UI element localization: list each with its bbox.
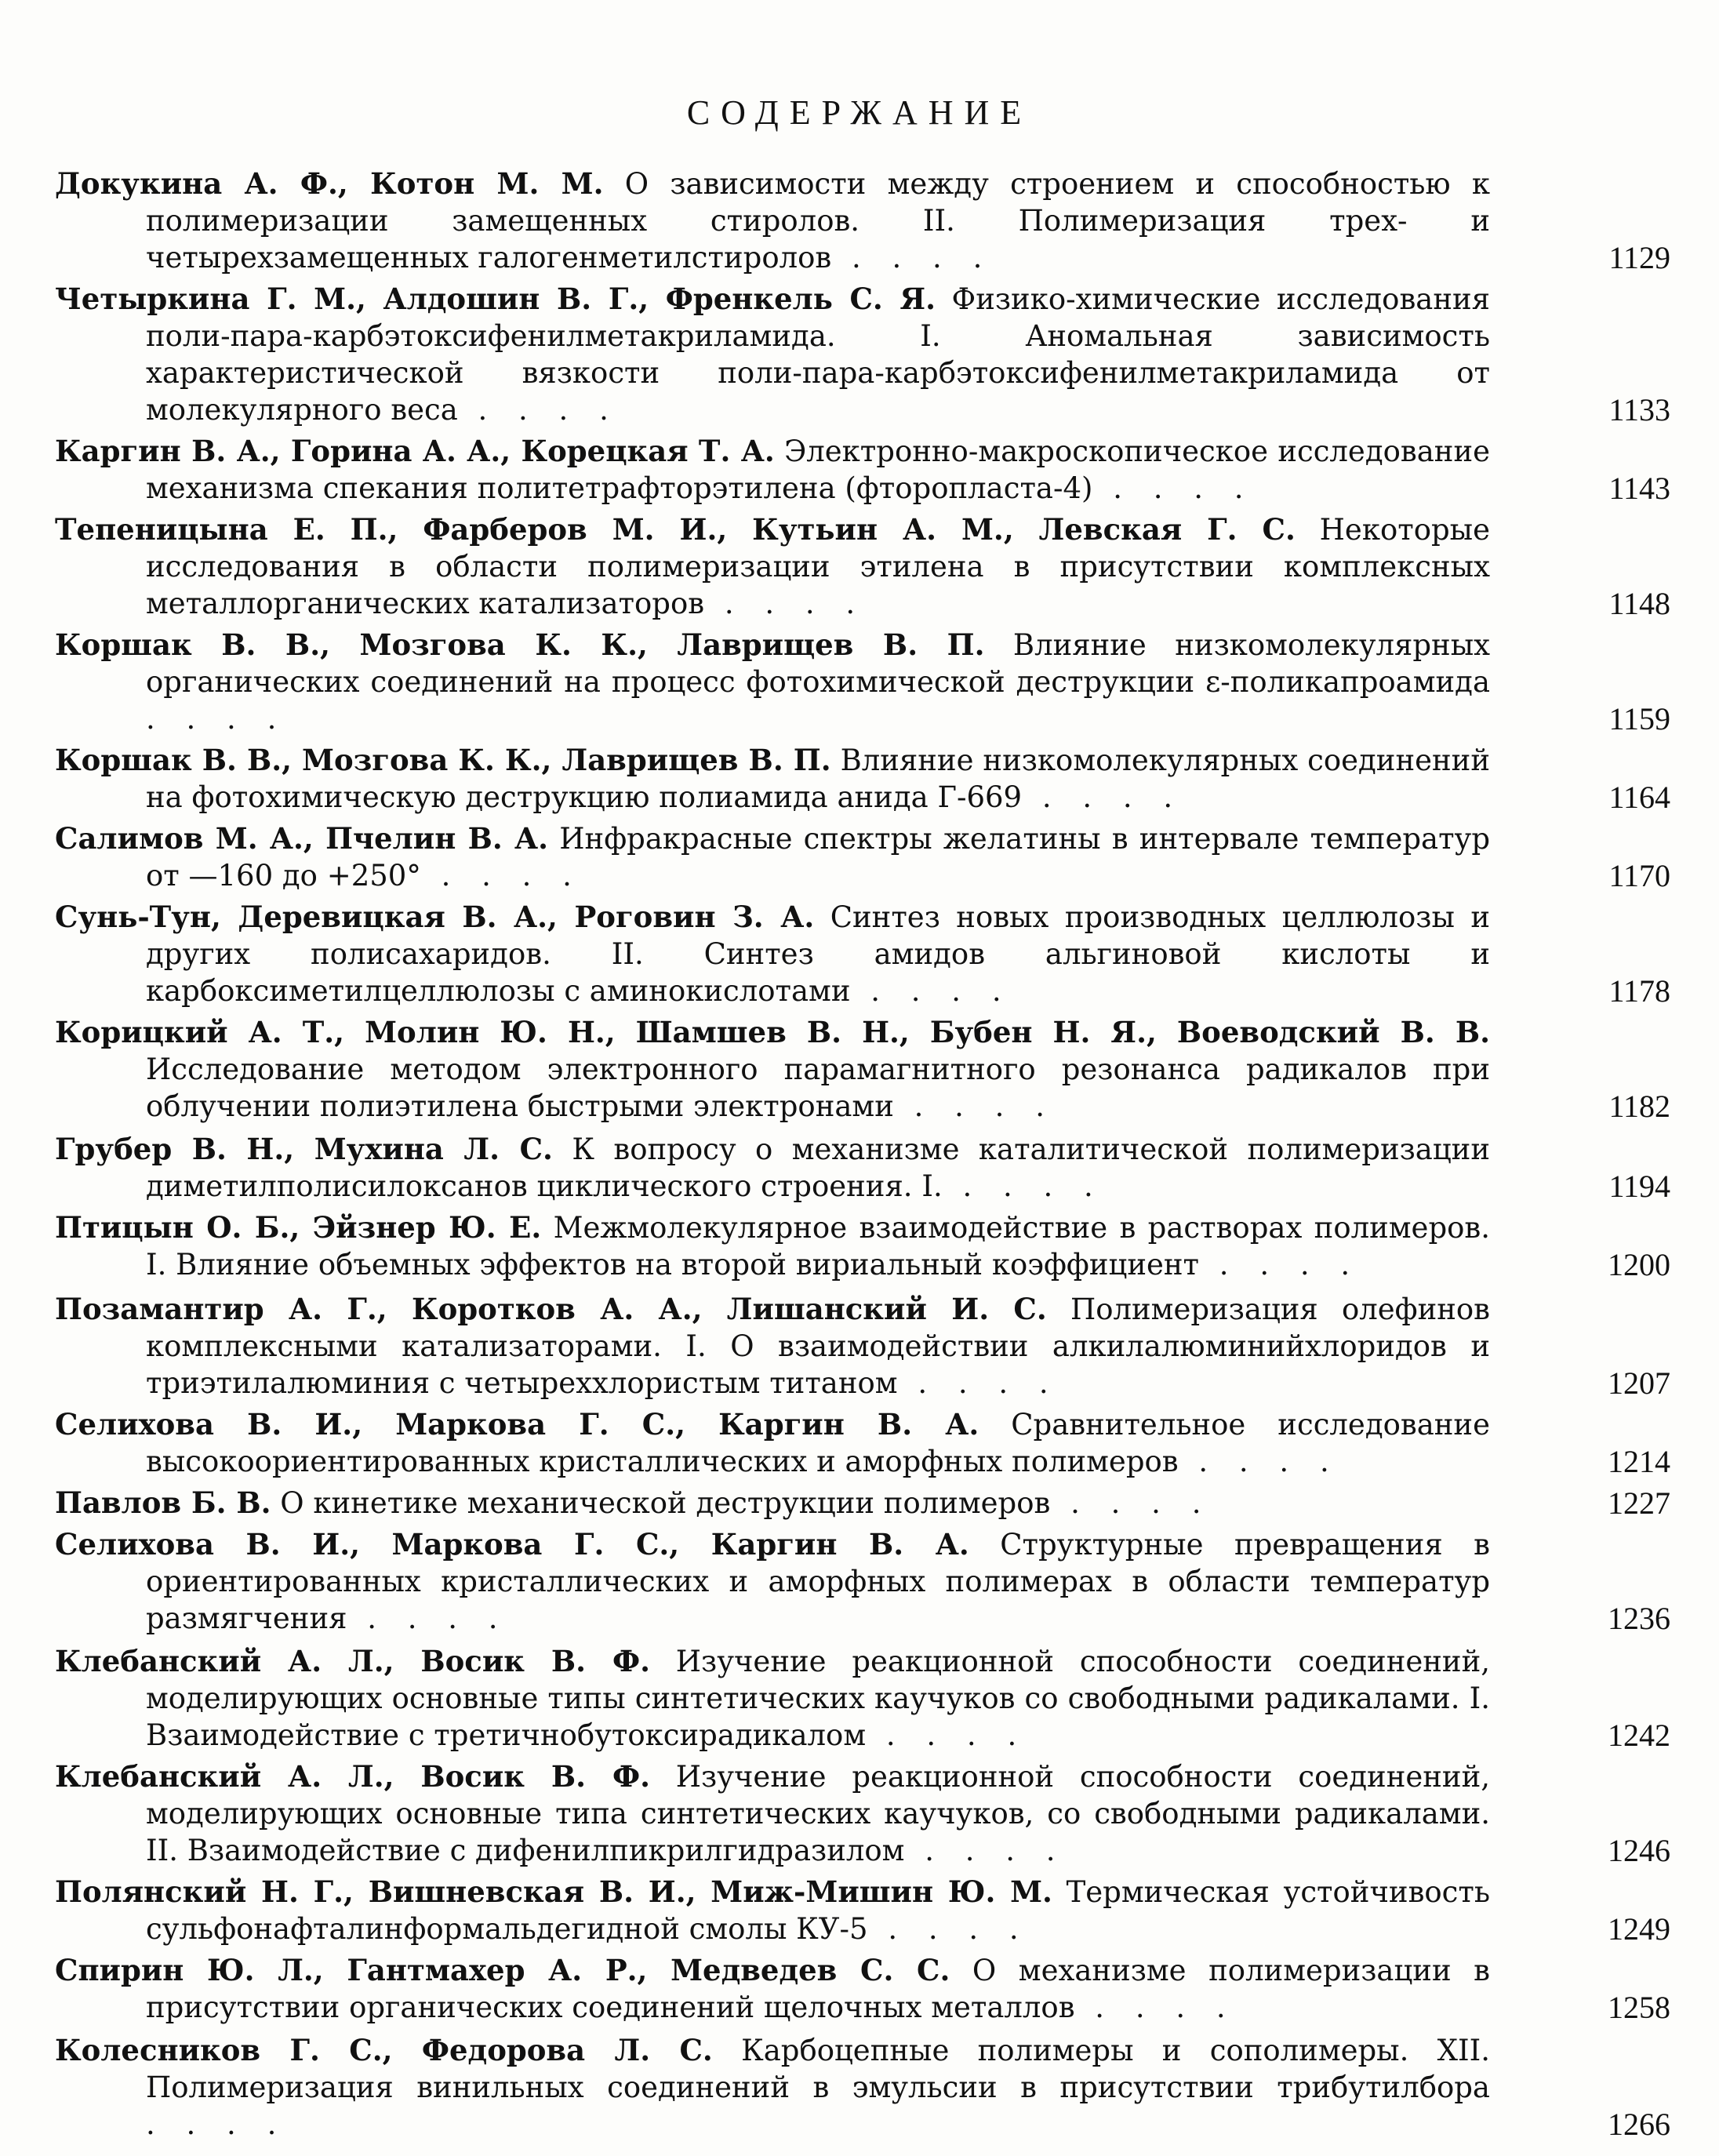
entry-authors: Тепеницына Е. П., Фарберов М. И., Кутьин А. М., Левская Г. С.: [55, 512, 1296, 547]
entry-authors: Коршак В. В., Мозгова К. К., Лаврищев В. П.: [55, 627, 985, 662]
dot-leader: . . . .: [146, 2107, 288, 2141]
entry-authors: Селихова В. И., Маркова Г. С., Каргин В. А.: [55, 1527, 969, 1562]
entry-page-number: 1249: [1608, 1911, 1670, 1947]
entry-authors: Сунь-Тун, Деревицкая В. А., Роговин З. А.: [55, 900, 815, 934]
toc-entry-body: [55, 1014, 1490, 1125]
entry-authors: Каргин В. А., Горина А. А., Корецкая Т. А.: [55, 434, 775, 468]
dot-leader: . . . .: [893, 1089, 1056, 1123]
entry-title: Полимеризация олефинов комплексными катализаторами. I. О взаимодействии алкилалюминийхлоридов и триэтилалюминия с четыреххлористым титаном: [146, 1293, 1491, 1400]
toc-entry-body: [55, 742, 1490, 816]
entry-authors: Грубер В. Н., Мухина Л. С.: [55, 1132, 553, 1166]
entry-page-number: 1200: [1608, 1247, 1670, 1282]
entry-page-number: 1242: [1608, 1718, 1670, 1753]
toc-entry: [55, 511, 1670, 622]
dot-leader: . . . .: [347, 1602, 509, 1635]
toc-entry-body: [55, 1758, 1490, 1869]
toc-entry: [55, 1952, 1670, 2026]
entry-authors: Докукина А. Ф., Котон М. М.: [55, 166, 604, 201]
entry-title: О кинетике механической деструкции полимеров: [280, 1486, 1051, 1520]
dot-leader: . . . .: [1199, 1248, 1361, 1282]
dot-leader: . . . .: [146, 702, 288, 736]
entry-title: Изучение реакционной способности соединений, моделирующих основные типы синтетических каучуков со свободными радикалами. I. Взаимодействие с третичнобутоксирадикалом: [146, 1645, 1491, 1752]
dot-leader: . . . .: [942, 1169, 1104, 1203]
page-title: СОДЕРЖАНИЕ: [686, 93, 1033, 132]
entry-authors: Четыркина Г. М., Алдошин В. Г., Френкель С. Я.: [55, 282, 936, 316]
entry-authors: Птицын О. Б., Эйзнер Ю. Е.: [55, 1210, 542, 1245]
toc-entry: [55, 820, 1670, 894]
entry-title: О зависимости между строением и способностью к полимеризации замещенных стиролов. II. Полимеризация трех- и четырехзамещенных галогенметилстиролов: [146, 167, 1490, 274]
toc-entry: [55, 1643, 1670, 1754]
dot-leader: . . . .: [1074, 1991, 1237, 2024]
entry-title: Сравнительное исследование высокоориентированных кристаллических и аморфных полимеров: [146, 1408, 1490, 1478]
toc-entry: [55, 627, 1670, 737]
toc-entry: [55, 1406, 1670, 1480]
entry-title: Инфракрасные спектры желатины в интервале температур от —160 до +250°: [146, 822, 1491, 893]
dot-leader: . . . .: [420, 859, 583, 893]
toc-entry: [55, 281, 1670, 428]
entry-page-number: 1159: [1608, 701, 1670, 736]
entry-title: Термическая устойчивость сульфонафталинформальдегидной смолы КУ-5: [146, 1875, 1491, 1946]
toc-entry-body: [55, 281, 1490, 428]
entry-authors: Спирин Ю. Л., Гантмахер А. Р., Медведев С. С.: [55, 1953, 950, 1987]
entry-page-number: 1170: [1608, 858, 1670, 893]
entry-title: О механизме полимеризации в присутствии органических соединений щелочных металлов: [146, 1954, 1490, 2024]
toc-entry-body: [55, 1874, 1490, 1947]
entry-authors: Полянский Н. Г., Вишневская В. И., Миж-Мишин Ю. М.: [55, 1874, 1052, 1909]
entry-title: Структурные превращения в ориентированных кристаллических и аморфных полимерах в области температур размягчения: [146, 1528, 1490, 1635]
entry-title: К вопросу о механизме каталитической полимеризации диметилполисилоксанов циклического строения. I.: [146, 1133, 1490, 1203]
toc-entry: [55, 1874, 1670, 1947]
entry-authors: Клебанский А. Л., Восик В. Ф.: [55, 1759, 650, 1794]
dot-leader: . . . .: [866, 1718, 1028, 1752]
dot-leader: . . . .: [904, 1834, 1067, 1867]
toc-entry-body: [55, 433, 1490, 507]
entry-authors: Коршак В. В., Мозгова К. К., Лаврищев В. П.: [55, 743, 831, 777]
toc-entry-body: [55, 511, 1490, 622]
entry-page-number: 1194: [1608, 1169, 1670, 1204]
toc-entry-body: [55, 1526, 1490, 1637]
toc-entry-body: [55, 627, 1490, 737]
toc-entry: [55, 1485, 1670, 1522]
toc-entry-body: [55, 1485, 1490, 1522]
toc-entry: [55, 1014, 1670, 1125]
toc-entry: [55, 1131, 1670, 1205]
entry-title: Карбоцепные полимеры и сополимеры. XII. Полимеризация винильных соединений в эмульсии в присутствии трибутилбора: [146, 2034, 1490, 2104]
toc-entry: [55, 1209, 1670, 1283]
entry-page-number: 1266: [1608, 2107, 1670, 2142]
entry-title: Синтез новых производных целлюлозы и других полисахаридов. II. Синтез амидов альгиновой кислоты и карбоксиметилцеллюлозы с аминокислотами: [146, 900, 1490, 1008]
entry-page-number: 1258: [1608, 1990, 1670, 2025]
toc-entry-body: [55, 1952, 1490, 2026]
toc-entry-body: [55, 1209, 1490, 1283]
entry-authors: Селихова В. И., Маркова Г. С., Каргин В. А.: [55, 1407, 979, 1442]
toc-entry-body: [55, 820, 1490, 894]
toc-entry: [55, 1758, 1670, 1869]
entry-page-number: 1178: [1608, 973, 1670, 1009]
entry-authors: Позамантир А. Г., Коротков А. А., Лишанский И. С.: [55, 1292, 1047, 1326]
dot-leader: . . . .: [1022, 780, 1184, 814]
entry-page-number: 1148: [1608, 586, 1670, 621]
entry-page-number: 1129: [1608, 240, 1670, 275]
dot-leader: . . . .: [704, 587, 867, 620]
entry-page-number: 1236: [1608, 1601, 1670, 1636]
toc-entry: [55, 2032, 1670, 2143]
toc-entry-body: [55, 1643, 1490, 1754]
entry-authors: Салимов М. А., Пчелин В. А.: [55, 821, 549, 856]
entry-page-number: 1143: [1608, 471, 1670, 506]
entry-page-number: 1246: [1608, 1833, 1670, 1868]
entry-authors: Корицкий А. Т., Молин Ю. Н., Шамшев В. Н., Бубен Н. Я., Воеводский В. В.: [55, 1015, 1490, 1049]
dot-leader: . . . .: [1050, 1486, 1212, 1520]
entry-title: Влияние низкомолекулярных органических соединений на процесс фотохимической деструкции ε-поликапроамида: [146, 628, 1491, 699]
entry-page-number: 1207: [1608, 1365, 1670, 1401]
toc-entry: [55, 1526, 1670, 1637]
entry-title: Влияние низкомолекулярных соединений на фотохимическую деструкцию полиамида анида Г-669: [146, 744, 1491, 814]
toc-entry-body: [55, 1131, 1490, 1205]
toc-entry: [55, 899, 1670, 1009]
toc-entry: [55, 1291, 1670, 1402]
entry-page-number: 1227: [1608, 1485, 1670, 1521]
toc-entry-body: [55, 2032, 1490, 2143]
toc-entry-body: [55, 165, 1490, 276]
table-of-contents: [55, 161, 1670, 2143]
dot-leader: . . . .: [457, 393, 620, 427]
entry-title: Межмолекулярное взаимодействие в растворах полимеров. I. Влияние объемных эффектов на второй вириальный коэффициент: [146, 1211, 1490, 1282]
toc-entry-body: [55, 1406, 1490, 1480]
dot-leader: . . . .: [831, 241, 994, 274]
toc-entry: [55, 433, 1670, 507]
dot-leader: . . . .: [1092, 471, 1255, 505]
entry-authors: Колесников Г. С., Федорова Л. С.: [55, 2033, 713, 2067]
dot-leader: . . . .: [897, 1366, 1059, 1400]
dot-leader: . . . .: [867, 1912, 1030, 1946]
entry-page-number: 1133: [1608, 392, 1670, 427]
entry-authors: Павлов Б. В.: [55, 1485, 271, 1520]
entry-title: Исследование методом электронного парамагнитного резонанса радикалов при облучении полиэтилена быстрыми электронами: [146, 1053, 1490, 1123]
entry-title: Изучение реакционной способности соединений, моделирующих основные типа синтетических каучуков, со свободными радикалами. II. Взаимодействие с дифенилпикрилгидразилом: [146, 1760, 1491, 1867]
entry-page-number: 1164: [1608, 780, 1670, 815]
toc-entry: [55, 742, 1670, 816]
toc-entry-body: [55, 899, 1490, 1009]
entry-title: Электронно-макроскопическое исследование механизма спекания политетрафторэтилена (фторопласта-4): [146, 434, 1490, 505]
entry-title: Некоторые исследования в области полимеризации этилена в присутствии комплексных металлорганических катализаторов: [146, 513, 1490, 620]
dot-leader: . . . .: [1178, 1445, 1340, 1478]
dot-leader: . . . .: [850, 974, 1012, 1008]
entry-page-number: 1182: [1608, 1089, 1670, 1124]
entry-title: Физико-химические исследования поли-пара-карбэтоксифенилметакриламида. I. Аномальная зависимость характеристической вязкости поли-пара-карбэтоксифенилметакриламида от молекулярного веса: [146, 282, 1490, 427]
toc-entry-body: [55, 1291, 1490, 1402]
toc-entry: [55, 165, 1670, 276]
entry-page-number: 1214: [1608, 1444, 1670, 1479]
entry-authors: Клебанский А. Л., Восик В. Ф.: [55, 1644, 650, 1678]
